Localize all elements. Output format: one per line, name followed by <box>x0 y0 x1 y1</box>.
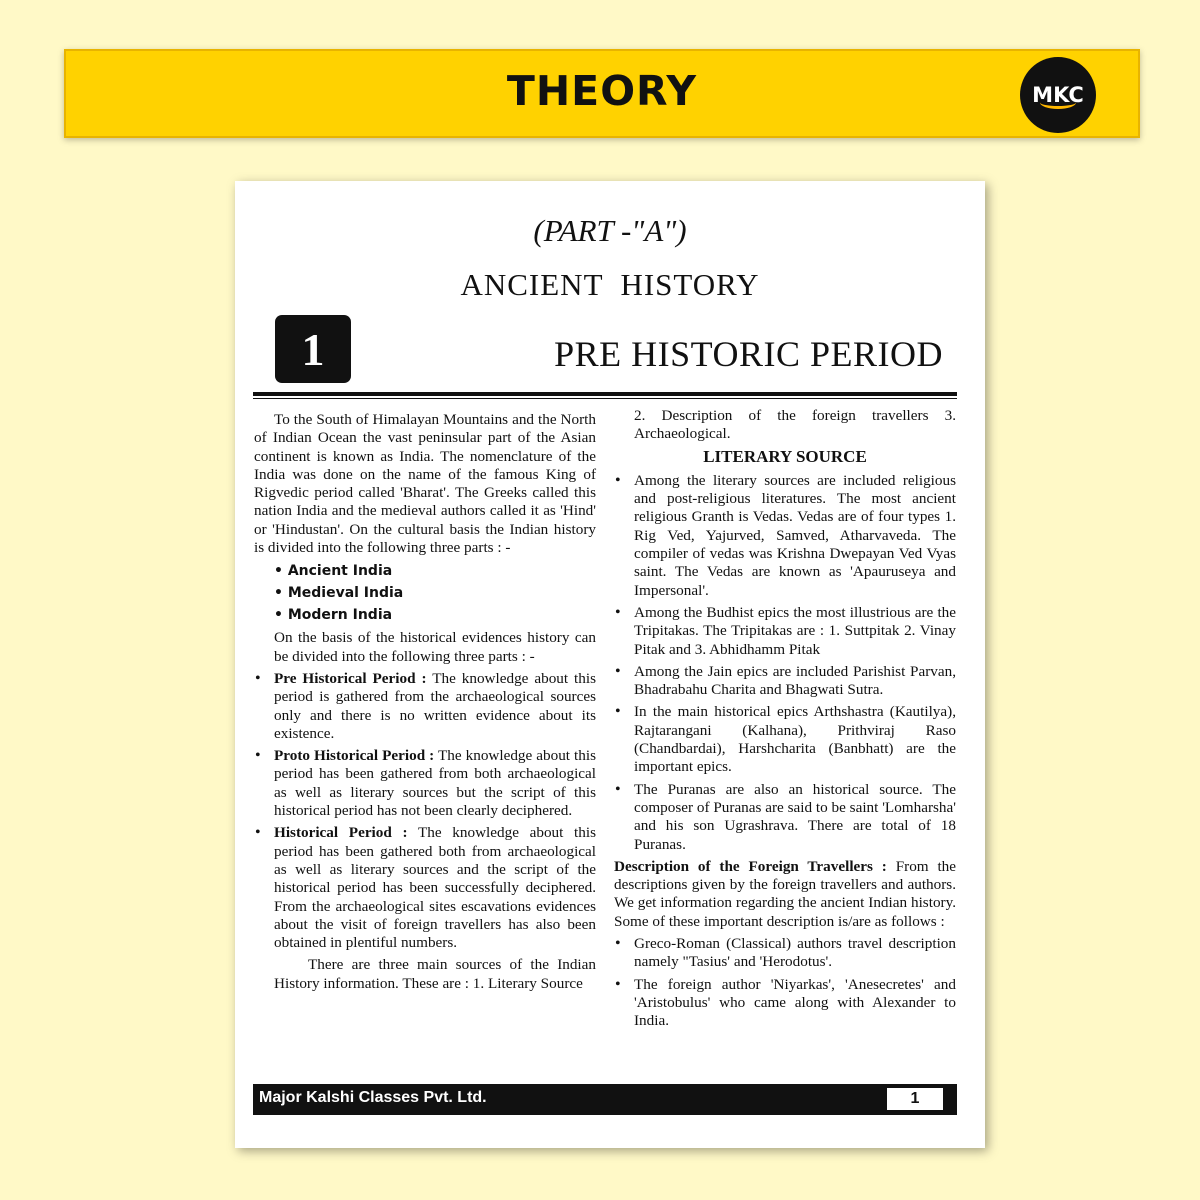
header-banner <box>64 49 1140 138</box>
part-label: (PART -"A") <box>533 213 687 248</box>
history-parts-list <box>274 560 596 626</box>
mkc-logo <box>1020 57 1096 133</box>
chapter-title: PRE HISTORIC PERIOD <box>554 334 943 374</box>
section-title: ANCIENT HISTORY <box>460 267 760 302</box>
page-footer <box>253 1084 957 1115</box>
list-item: • The Puranas are also an historical source. The composer of Puranas are said to be saint 'Lomharsha' and his son Ugrashrava. There are total of 18 Puranas. <box>614 781 956 854</box>
list-item: • The foreign author 'Niyarkas', 'Anesecretes' and 'Aristobulus' who came along with Alexander to India. <box>614 976 956 1031</box>
logo-swoosh-icon <box>1040 96 1076 109</box>
chapter-number-box: 1 <box>275 315 351 383</box>
literary-source-heading: LITERARY SOURCE <box>703 446 867 466</box>
page-number: 1 <box>887 1088 943 1110</box>
term: Historical Period : <box>274 824 408 842</box>
publisher-name: Major Kalshi Classes Pvt. Ltd. <box>259 1089 487 1106</box>
basis-paragraph: On the basis of the historical evidences history can be divided into the following three parts : - <box>274 629 596 665</box>
list-item: • Greco-Roman (Classical) authors travel description namely "Tasius' and 'Herodotus'. <box>614 935 956 972</box>
list-item: • Historical Period : The knowledge about this period has been gathered both from archaeological as well as literary sources and the script of the historical period has been successfully deciphered. From the archaeological sites escavations evidences about the visit of foreign travellers has also been obtained in plentiful numbers. <box>254 824 596 952</box>
sources-paragraph: There are three main sources of the Indian History information. These are : 1. Literary Source <box>274 956 596 992</box>
logo-text: MKC <box>1032 83 1084 107</box>
list-item: • Among the Budhist epics the most illustrious are the Tripitakas. The Tripitakas are : 1. Suttpitak 2. Vinay Pitak and 3. Abhidhamm Pitak <box>614 604 956 659</box>
term: Pre Historical Period : <box>274 669 427 687</box>
title-rule-thin <box>253 398 957 399</box>
title-rule-thick <box>253 392 957 396</box>
banner-title: THEORY <box>506 67 698 115</box>
foreign-travellers-paragraph: Description of the Foreign Travellers : From the descriptions given by the foreign travellers and authors. We get information regarding the ancient Indian history. Some of these important description is/are as follows : <box>614 857 957 930</box>
list-item: • Among the Jain epics are included Parishist Parvan, Bhadrabahu Charita and Bhagwati Sutra. <box>614 663 956 700</box>
intro-paragraph: To the South of Himalayan Mountains and the North of Indian Ocean the vast peninsular part of the Asian continent is known as India. The nomenclature of the India was done on the name of the famous King of Rigvedic period called 'Bharat'. The Greeks called this nation India and the medieval authors called it as 'Hind' or 'Hindustan'. On the cultural basis the Indian history is divided into the following three parts : - <box>254 411 596 557</box>
list-item: • Medieval India <box>274 585 404 602</box>
list-item: • Pre Historical Period : The knowledge about this period is gathered from the archaeological sources only and there is no written evidence about its existence. <box>254 670 596 743</box>
list-item: • Modern India <box>274 607 393 624</box>
list-item: • Ancient India <box>274 563 393 580</box>
list-item: • In the main historical epics Arthshastra (Kautilya), Rajtarangani (Kalhana), Prithviraj Raso (Chandbardai), Harshcharita (Banbhatt) are the important epics. <box>614 703 956 776</box>
term: Description of the Foreign Travellers : <box>614 857 887 875</box>
left-column <box>254 411 596 993</box>
right-column <box>614 407 956 1031</box>
term: Proto Historical Period : <box>274 747 435 765</box>
book-page <box>235 181 985 1148</box>
list-item: • Proto Historical Period : The knowledge about this period has been gathered from both archaeological as well as literary sources but the script of this historical period has not been clearly deciphered. <box>254 747 596 820</box>
continuation-paragraph: 2. Description of the foreign travellers 3. Archaeological. <box>634 407 956 443</box>
list-item: • Among the literary sources are included religious and post-religious literatures. The most ancient religious Granth is Vedas. Vedas are of four types 1. Rig Ved, Yajurved, Samved, Atharvaveda. The compiler of vedas was Krishna Dwepayan Ved Vyas saint. The Vedas are known as 'Apauruseya and Impersonal'. <box>614 472 956 600</box>
